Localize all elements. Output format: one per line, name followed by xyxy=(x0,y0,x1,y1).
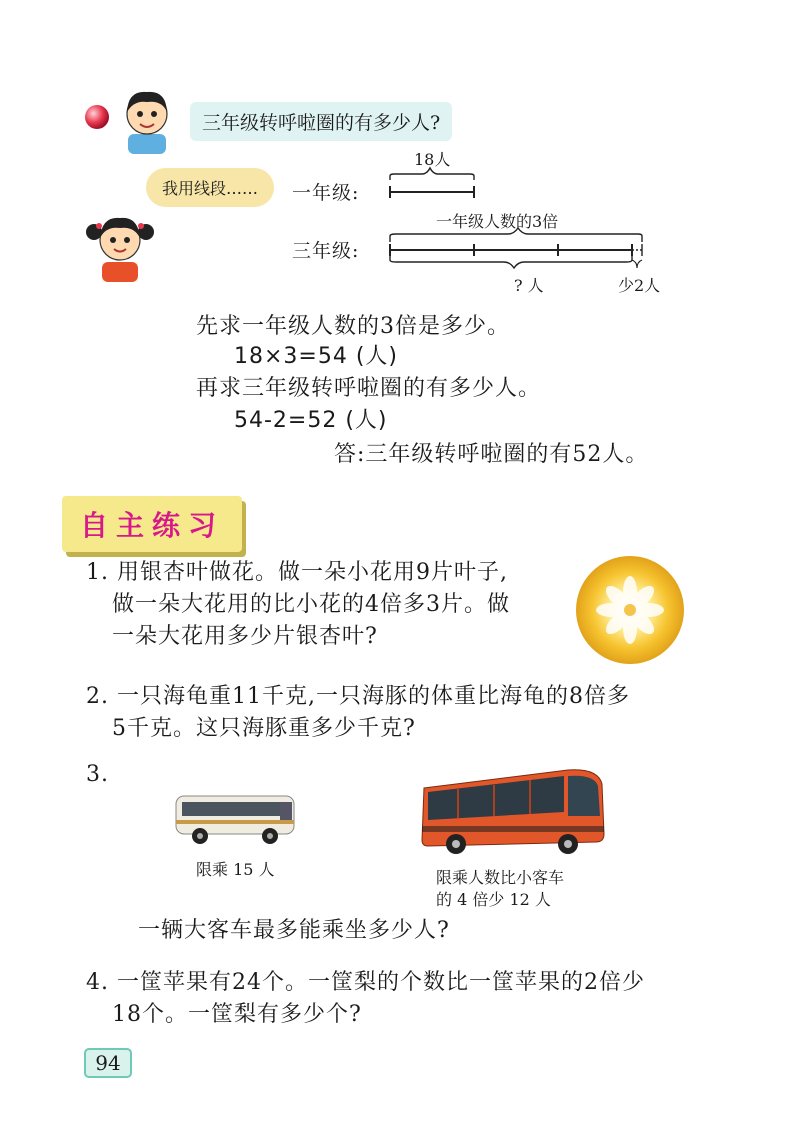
red-ball-icon xyxy=(84,104,110,130)
solution-step1: 先求一年级人数的3倍是多少。 xyxy=(196,314,510,339)
less-label: 少2人 xyxy=(618,276,661,295)
problem3-number: 3. xyxy=(86,762,109,787)
grade1-brace xyxy=(390,168,474,180)
problem4-line2: 18个。一筐梨有多少个? xyxy=(112,1002,362,1027)
problem2-line1: 2. 一只海龟重11千克,一只海豚的体重比海龟的8倍多 xyxy=(86,684,630,709)
problem2-line2: 5千克。这只海豚重多少千克? xyxy=(112,716,416,741)
less-brace xyxy=(632,260,642,268)
girl-speech-text: 我用线段…… xyxy=(162,179,259,198)
boy-avatar xyxy=(118,82,176,154)
grade3-bottom-brace xyxy=(390,256,632,268)
big-bus-image xyxy=(418,764,608,858)
grade3-label: 三年级: xyxy=(292,240,360,262)
ginkgo-flower-image xyxy=(574,554,686,666)
big-bus-caption-line2: 的 4 倍少 12 人 xyxy=(436,890,551,909)
solution-answer: 答:三年级转呼啦圈的有52人。 xyxy=(334,442,649,467)
problem1-line3: 一朵大花用多少片银杏叶? xyxy=(112,624,378,649)
problem4-line1: 4. 一筐苹果有24个。一筐梨的个数比一筐苹果的2倍少 xyxy=(86,970,645,995)
solution-calc1: 18×3=54 (人) xyxy=(234,344,399,369)
solution-calc2: 54-2=52 (人) xyxy=(234,408,388,433)
problem1-line2: 做一朵大花用的比小花的4倍多3片。做 xyxy=(112,592,510,617)
girl-avatar xyxy=(84,206,154,282)
section-title: 自主练习 xyxy=(62,496,242,552)
boy-speech-bubble xyxy=(190,102,452,141)
grade1-label: 一年级: xyxy=(292,182,360,204)
boy-speech-text: 三年级转呼啦圈的有多少人? xyxy=(202,112,441,134)
segment-diagram xyxy=(380,164,660,284)
big-bus-caption-line1: 限乘人数比小客车 xyxy=(436,868,565,887)
grade3-top-brace xyxy=(390,228,642,242)
grade3-top-label: 一年级人数的3倍 xyxy=(436,212,559,231)
grade1-value: 18人 xyxy=(414,150,451,169)
problem1-line1: 1. 用银杏叶做花。做一朵小花用9片叶子, xyxy=(86,560,508,585)
solution-step2: 再求三年级转呼啦圈的有多少人。 xyxy=(196,376,542,401)
question-label: ? 人 xyxy=(514,276,544,295)
problem3-question: 一辆大客车最多能乘坐多少人? xyxy=(138,918,450,943)
girl-speech-bubble xyxy=(146,168,274,207)
page-number: 94 xyxy=(84,1048,132,1078)
small-bus-caption: 限乘 15 人 xyxy=(196,860,275,879)
small-bus-image xyxy=(172,790,300,846)
